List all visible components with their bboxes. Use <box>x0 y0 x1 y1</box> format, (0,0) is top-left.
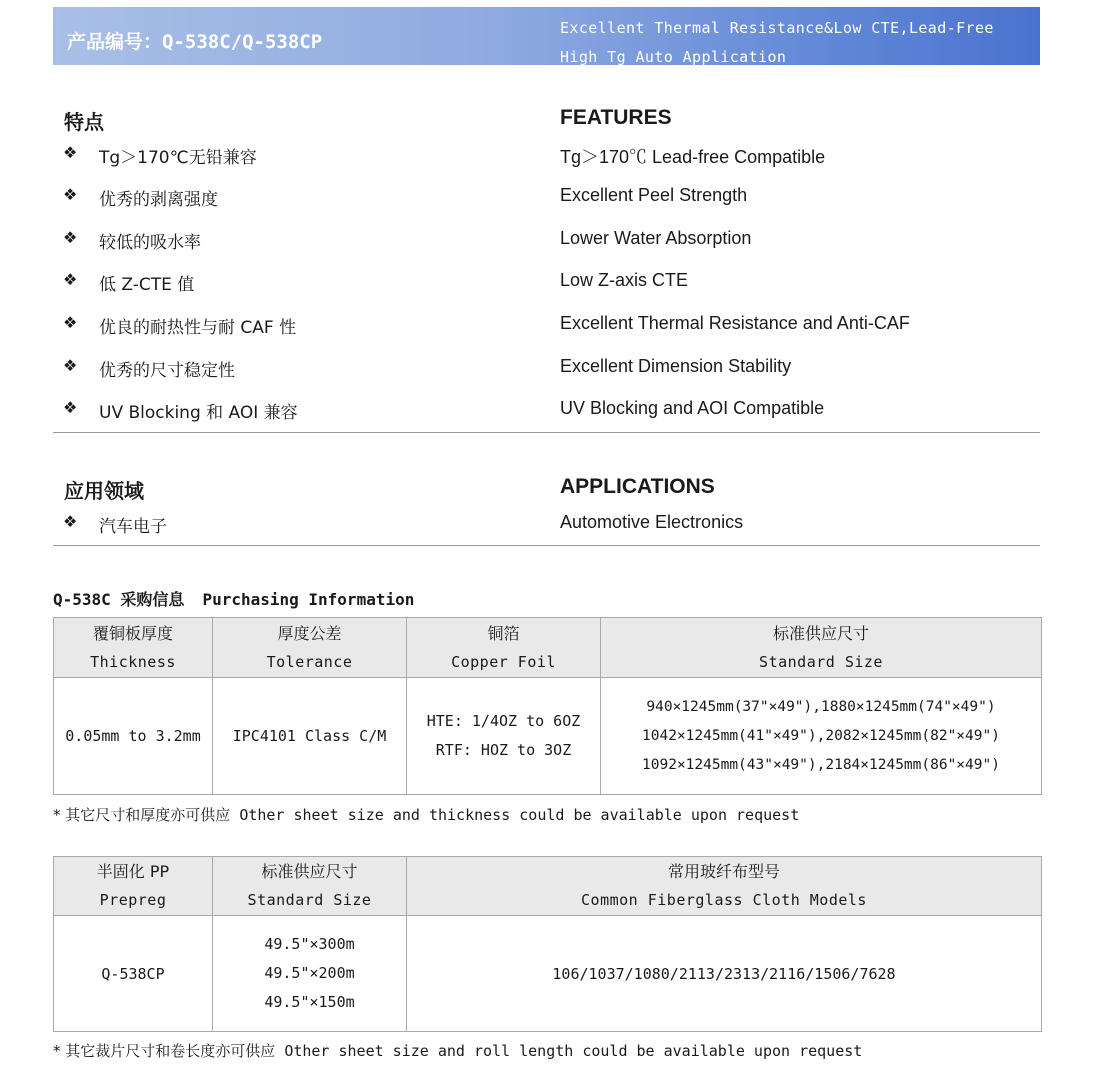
header-tolerance: 厚度公差 Tolerance <box>213 618 407 678</box>
header-prepreg: 半固化 PP Prepreg <box>54 857 213 916</box>
bullet-icon: ❖ <box>63 270 78 289</box>
feature-item <box>0 398 1100 424</box>
bullet-icon: ❖ <box>63 313 78 332</box>
header-thickness: 覆铜板厚度 Thickness <box>54 618 213 678</box>
prepreg-spec-table <box>53 856 1042 1032</box>
bullet-icon: ❖ <box>63 356 78 375</box>
bullet-icon: ❖ <box>63 228 78 247</box>
purchasing-title-cn: Q-538C 采购信息 <box>53 590 185 609</box>
header-subtitle-line1: Excellent Thermal Resistance&Low CTE,Lead-Free <box>560 19 994 37</box>
feature-en: Low Z-axis CTE <box>560 270 689 290</box>
feature-cn: Tg＞170℃无铅兼容 <box>99 148 257 168</box>
bullet-icon: ❖ <box>63 143 78 162</box>
cell-standard-size: 49.5"×300m 49.5"×200m 49.5"×150m <box>213 916 407 1032</box>
bullet-icon: ❖ <box>63 398 78 417</box>
note-roll-length: * 其它裁片尺寸和卷长度亦可供应 Other sheet size and roll length could be available upon request <box>53 1042 863 1060</box>
features-title-cn: 特点 <box>64 110 104 134</box>
header-standard-size: 标准供应尺寸 Standard Size <box>213 857 407 916</box>
table-row <box>54 678 1042 795</box>
feature-item <box>0 356 1100 382</box>
cell-tolerance: IPC4101 Class C/M <box>213 678 407 795</box>
applications-title-cn: 应用领域 <box>64 479 144 503</box>
purchasing-title <box>53 587 414 610</box>
bullet-icon: ❖ <box>63 185 78 204</box>
feature-cn: 较低的吸水率 <box>99 233 201 253</box>
application-cn: 汽车电子 <box>99 517 167 537</box>
cell-copper-foil: HTE: 1/4OZ to 6OZ RTF: HOZ to 3OZ <box>407 678 601 795</box>
note-sheet-size: * 其它尺寸和厚度亦可供应 Other sheet size and thickness could be available upon request <box>53 806 800 824</box>
bullet-icon: ❖ <box>63 512 78 531</box>
section-divider <box>53 432 1040 433</box>
header-cloth-models: 常用玻纤布型号 Common Fiberglass Cloth Models <box>407 857 1042 916</box>
application-item <box>0 512 1100 538</box>
laminate-spec-table <box>53 617 1042 795</box>
feature-cn: 优秀的尺寸稳定性 <box>99 361 235 381</box>
feature-item <box>0 143 1100 169</box>
cell-prepreg: Q-538CP <box>54 916 213 1032</box>
header-subtitle-line2: High Tg Auto Application <box>560 48 787 66</box>
feature-en: Tg＞170℃ Lead-free Compatible <box>560 147 826 167</box>
feature-cn: 优秀的剥离强度 <box>99 190 218 210</box>
product-code-title: 产品编号：Q-538C/Q-538CP <box>67 31 323 53</box>
feature-cn: 低 Z-CTE 值 <box>99 275 195 295</box>
table-header-row <box>54 618 1042 678</box>
feature-en: Excellent Dimension Stability <box>560 356 792 376</box>
feature-item <box>0 313 1100 339</box>
header-standard-size: 标准供应尺寸 Standard Size <box>601 618 1042 678</box>
table-header-row <box>54 857 1042 916</box>
feature-item <box>0 228 1100 254</box>
header-copper-foil: 铜箔 Copper Foil <box>407 618 601 678</box>
cell-thickness: 0.05mm to 3.2mm <box>54 678 213 795</box>
feature-cn: UV Blocking 和 AOI 兼容 <box>99 403 298 423</box>
header-banner <box>53 7 1040 65</box>
feature-en: UV Blocking and AOI Compatible <box>560 398 825 418</box>
table-row <box>54 916 1042 1032</box>
feature-en: Lower Water Absorption <box>560 228 752 248</box>
purchasing-title-en: Purchasing Information <box>202 590 415 609</box>
applications-title-en: APPLICATIONS <box>560 475 715 498</box>
features-title-en: FEATURES <box>560 106 672 129</box>
section-divider <box>53 545 1040 546</box>
feature-en: Excellent Peel Strength <box>560 185 748 205</box>
cell-standard-size: 940×1245mm(37"×49"),1880×1245mm(74"×49") 1042×1245mm(41"×49"),2082×1245mm(82"×49") 1092×1245mm(43"×49"),2184×1245mm(86"×49") <box>601 678 1042 795</box>
application-en: Automotive Electronics <box>560 512 744 532</box>
cell-cloth-models: 106/1037/1080/2113/2313/2116/1506/7628 <box>407 916 1042 1032</box>
feature-item <box>0 185 1100 211</box>
feature-en: Excellent Thermal Resistance and Anti-CAF <box>560 313 910 333</box>
feature-cn: 优良的耐热性与耐 CAF 性 <box>99 318 297 338</box>
feature-item <box>0 270 1100 296</box>
